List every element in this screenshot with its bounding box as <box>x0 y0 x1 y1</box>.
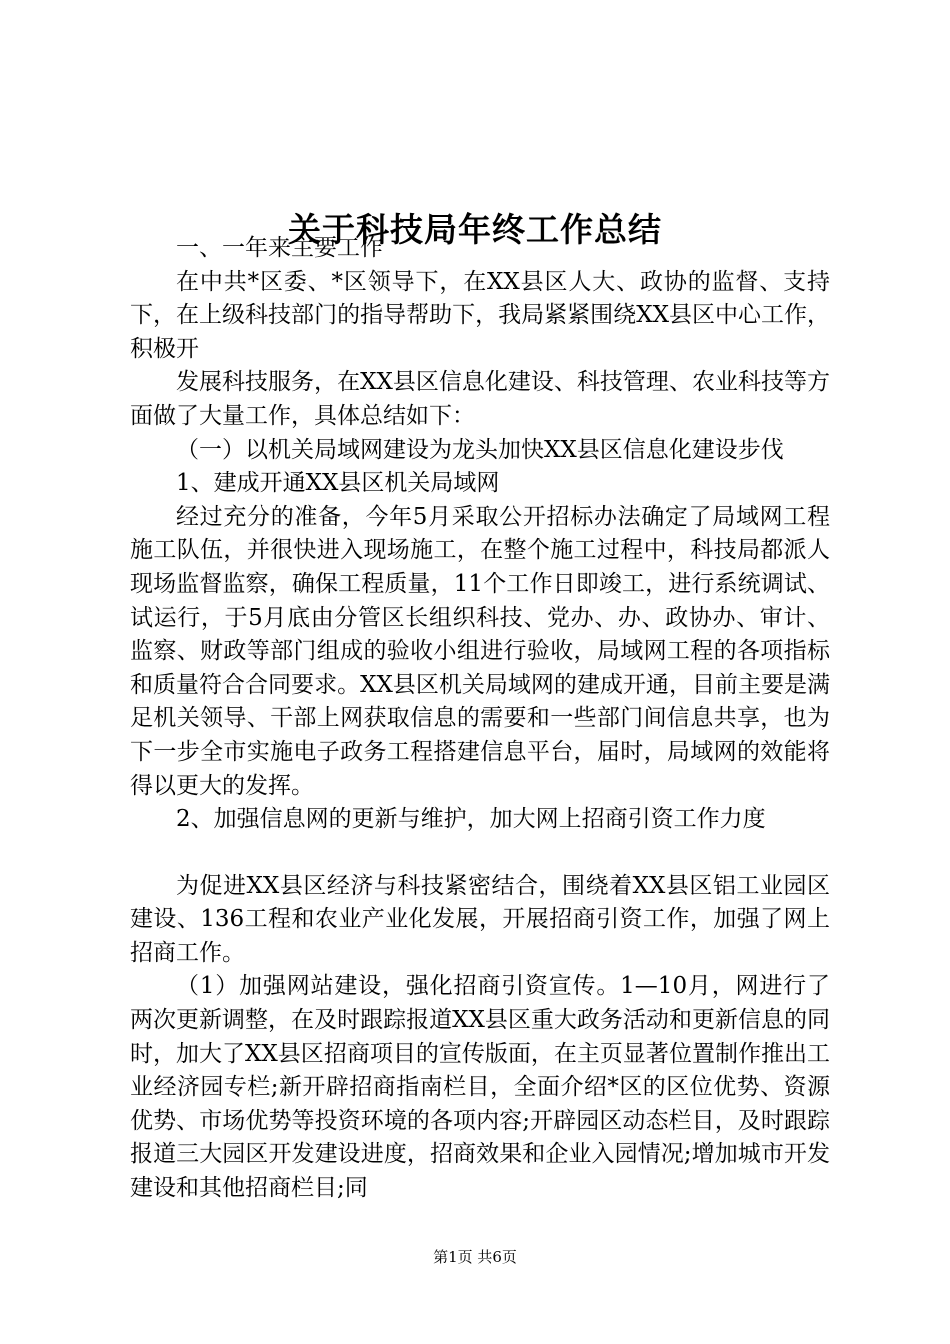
item-heading: 1、建成开通XX县区机关局域网 <box>176 470 500 497</box>
paragraph: 发展科技服务，在XX县区信息化建设、科技管理、农业科技等方面做了大量工作，具体总结如下： <box>130 369 830 429</box>
section-heading: 一、一年来主要工作 <box>176 235 383 261</box>
document-body <box>130 232 830 1206</box>
paragraph: （1）加强网站建设，强化招商引资宣传。1—10月，网进行了两次更新调整，在及时跟踪报道XX县区重大政务活动和更新信息的同时，加大了XX县区招商项目的宣传版面，在主页显著位置制作推出工业经济园专栏;新开辟招商指南栏目，全面介绍*区的区位优势、资源优势、市场优势等投资环境的各项内容;开辟园区动态栏目，及时跟踪报道三大园区开发建设进度，招商效果和企业入园情况;增加城市开发建设和其他招商栏目;同 <box>130 973 830 1202</box>
paragraph: 在中共*区委、*区领导下，在XX县区人大、政协的监督、支持下，在上级科技部门的指导帮助下，我局紧紧围绕XX县区中心工作，积极开 <box>130 268 830 362</box>
page-number: 第1页 共6页 <box>433 1248 517 1266</box>
item-heading: 2、加强信息网的更新与维护，加大网上招商引资工作力度 <box>176 806 766 833</box>
paragraph: 经过充分的准备，今年5月采取公开招标办法确定了局域网工程施工队伍，并很快进入现场施工，在整个施工过程中，科技局都派人现场监督监察，确保工程质量，11个工作日即竣工，进行系统调试、试运行，于5月底由分管区长组织科技、党办、办、政协办、审计、监察、财政等部门组成的验收小组进行验收，局域网工程的各项指标和质量符合合同要求。XX县区机关局域网的建成开通，目前主要是满足机关领导、干部上网获取信息的需要和一些部门间信息共享，也为下一步全市实施电子政务工程搭建信息平台，届时，局域网的效能将得以更大的发挥。 <box>130 503 830 799</box>
subsection-heading: （一）以机关局域网建设为龙头加快XX县区信息化建设步伐 <box>176 436 784 463</box>
document-title: 关于科技局年终工作总结 <box>288 210 662 250</box>
paragraph: 为促进XX县区经济与科技紧密结合，围绕着XX县区铝工业园区建设、136工程和农业产业化发展，开展招商引资工作，加强了网上招商工作。 <box>130 872 830 966</box>
